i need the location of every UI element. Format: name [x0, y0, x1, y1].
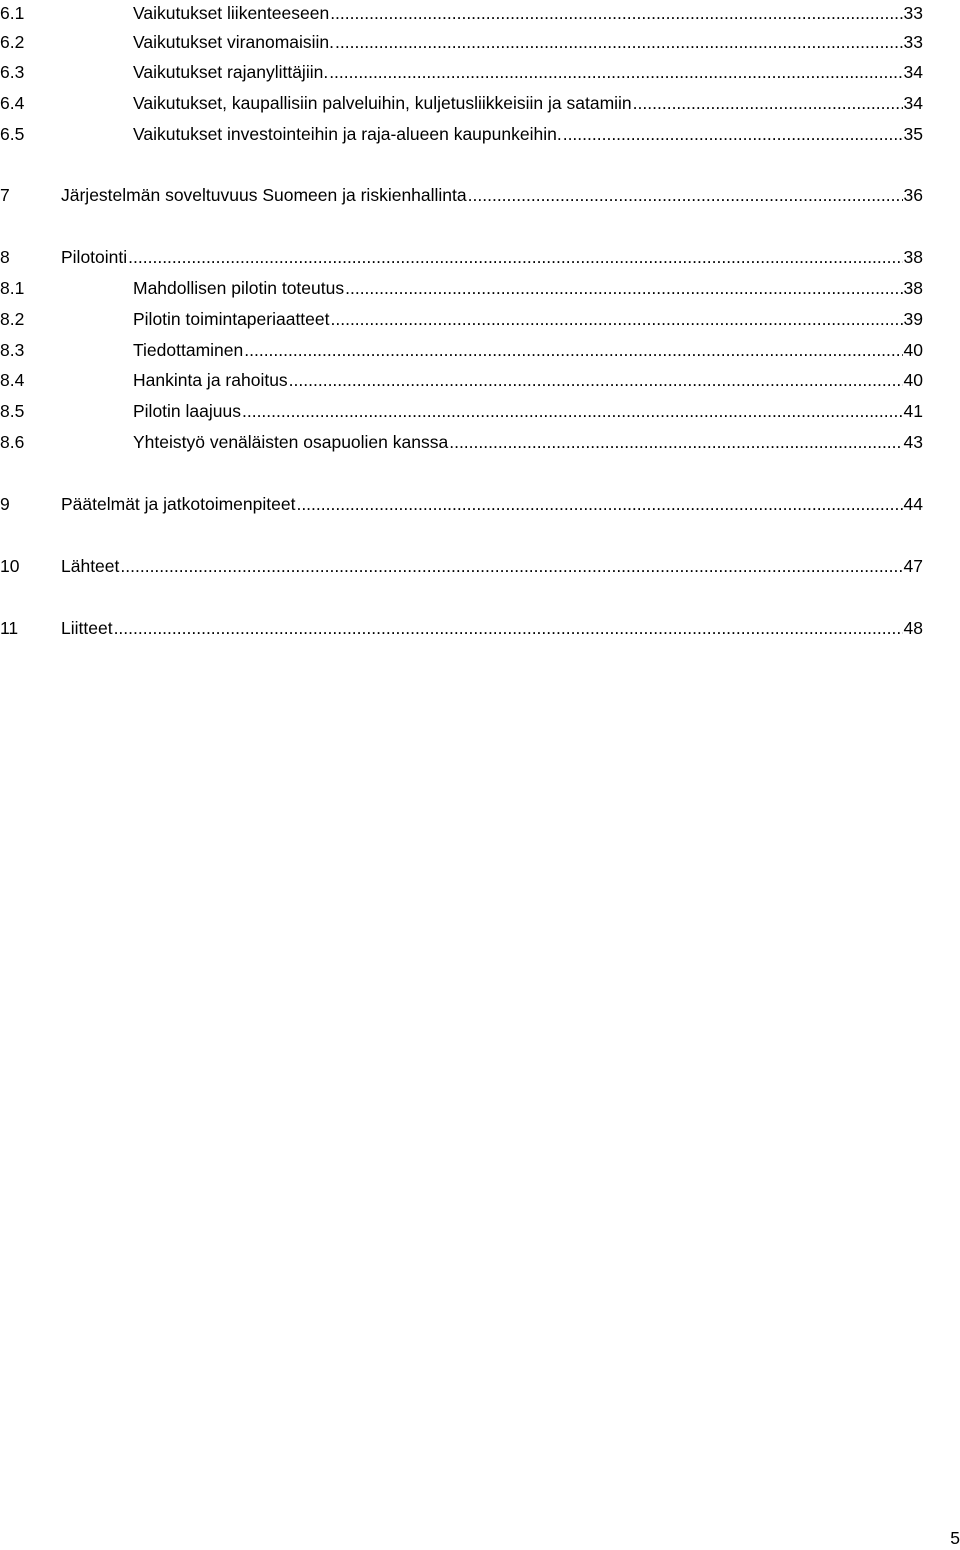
toc-entry-page: 40 — [903, 340, 923, 360]
toc-dot-leader — [120, 554, 902, 578]
toc-entry-title: Vaikutukset rajanylittäjiin. — [133, 62, 329, 82]
toc-entry-number: 8.3 — [0, 340, 25, 360]
toc-entry-page: 39 — [903, 309, 923, 329]
toc-dot-leader — [242, 399, 903, 423]
toc-entry-number: 8.5 — [0, 401, 25, 421]
toc-entry-number: 11 — [0, 618, 19, 638]
toc-dot-leader — [114, 616, 903, 640]
toc-entry-number: 8 — [0, 247, 10, 267]
toc-entry-page: 47 — [903, 556, 923, 576]
toc-entry-number: 8.4 — [0, 370, 25, 390]
toc-dot-leader — [331, 307, 903, 331]
toc-dot-leader — [244, 338, 902, 362]
toc-entry-8[interactable] — [0, 245, 923, 269]
toc-dot-leader — [633, 91, 903, 115]
toc-entry-page: 35 — [903, 124, 923, 144]
toc-entry-page: 40 — [903, 370, 923, 390]
toc-entry-8-3[interactable] — [0, 338, 923, 362]
toc-entry-title: Pilotointi — [61, 247, 128, 267]
toc-dot-leader — [330, 1, 902, 25]
toc-dot-leader — [335, 30, 903, 54]
toc-entry-number: 6.3 — [0, 62, 25, 82]
toc-entry-8-1[interactable] — [0, 276, 923, 300]
toc-entry-title: Pilotin laajuus — [133, 401, 241, 421]
toc-entry-title: Vaikutukset liikenteeseen — [133, 3, 330, 23]
toc-entry-6-2[interactable] — [0, 30, 923, 54]
toc-dot-leader — [563, 122, 903, 146]
toc-dot-leader — [128, 245, 902, 269]
toc-entry-number: 8.1 — [0, 278, 25, 298]
toc-entry-8-2[interactable] — [0, 307, 923, 331]
toc-entry-title: Mahdollisen pilotin toteutus — [133, 278, 345, 298]
toc-entry-page: 34 — [903, 93, 923, 113]
toc-entry-page: 33 — [903, 32, 923, 52]
toc-entry-10[interactable] — [0, 554, 923, 578]
toc-entry-title: Tiedottaminen — [133, 340, 244, 360]
toc-dot-leader — [296, 492, 902, 516]
toc-entry-number: 6.2 — [0, 32, 25, 52]
toc-entry-page: 38 — [903, 278, 923, 298]
toc-entry-8-4[interactable] — [0, 368, 923, 392]
toc-entry-number: 7 — [0, 185, 10, 205]
toc-entry-7[interactable] — [0, 183, 923, 207]
toc-entry-6-3[interactable] — [0, 60, 923, 84]
toc-entry-9[interactable] — [0, 492, 923, 516]
toc-entry-number: 10 — [0, 556, 20, 576]
toc-entry-title: Pilotin toimintaperiaatteet — [133, 309, 330, 329]
toc-entry-title: Vaikutukset investointeihin ja raja-alueen kaupunkeihin. — [133, 124, 562, 144]
toc-entry-number: 9 — [0, 494, 10, 514]
toc-entry-title: Vaikutukset viranomaisiin. — [133, 32, 335, 52]
toc-entry-title: Järjestelmän soveltuvuus Suomeen ja riskienhallinta — [61, 185, 467, 205]
toc-entry-title: Hankinta ja rahoitus — [133, 370, 288, 390]
toc-entry-title: Lähteet — [61, 556, 120, 576]
toc-entry-number: 8.6 — [0, 432, 25, 452]
toc-entry-page: 33 — [903, 3, 923, 23]
toc-entry-number: 6.4 — [0, 93, 25, 113]
toc-dot-leader — [449, 430, 902, 454]
toc-dot-leader — [468, 183, 903, 207]
toc-entry-page: 48 — [903, 618, 923, 638]
toc-entry-8-5[interactable] — [0, 399, 923, 423]
toc-entry-number: 6.1 — [0, 3, 25, 23]
toc-entry-page: 38 — [903, 247, 923, 267]
page-number: 5 — [950, 1528, 960, 1548]
toc-dot-leader — [329, 60, 902, 84]
toc-dot-leader — [345, 276, 902, 300]
toc-entry-number: 8.2 — [0, 309, 25, 329]
toc-entry-8-6[interactable] — [0, 430, 923, 454]
toc-entry-page: 44 — [903, 494, 923, 514]
toc-entry-6-5[interactable] — [0, 122, 923, 146]
toc-entry-6-1[interactable] — [0, 1, 923, 25]
toc-entry-title: Yhteistyö venäläisten osapuolien kanssa — [133, 432, 449, 452]
toc-entry-title: Liitteet — [61, 618, 113, 638]
toc-entry-number: 6.5 — [0, 124, 25, 144]
toc-entry-page: 34 — [903, 62, 923, 82]
toc-entry-11[interactable] — [0, 616, 923, 640]
toc-entry-page: 36 — [903, 185, 923, 205]
toc-entry-page: 43 — [903, 432, 923, 452]
toc-dot-leader — [289, 368, 903, 392]
toc-entry-title: Päätelmät ja jatkotoimenpiteet — [61, 494, 296, 514]
toc-entry-title: Vaikutukset, kaupallisiin palveluihin, kuljetusliikkeisiin ja satamiin — [133, 93, 632, 113]
toc-entry-6-4[interactable] — [0, 91, 923, 115]
toc-entry-page: 41 — [903, 401, 923, 421]
